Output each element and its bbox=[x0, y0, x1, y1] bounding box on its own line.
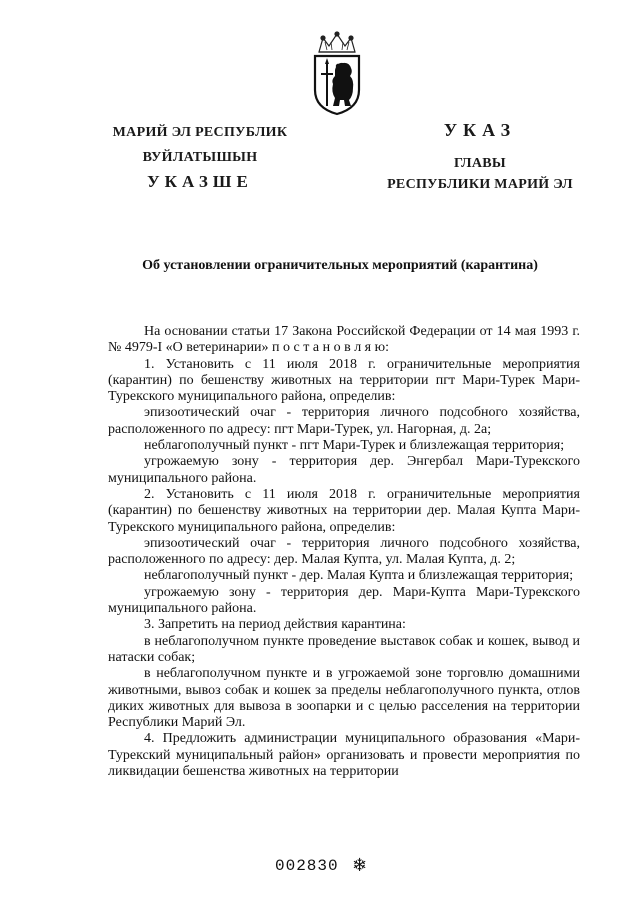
document-title: Об установлении ограничительных мероприятий (карантина) bbox=[142, 258, 538, 273]
header-left-line: ВУЙЛАТЫШЫН bbox=[142, 150, 258, 165]
header-left-title: УКАЗШЕ bbox=[147, 172, 253, 191]
paragraph: 4. Предложить администрации муниципального образования «Мари-Турекский муниципальный район» организовать и провести мероприятия по ликвидации бешенства животных на территории bbox=[108, 731, 580, 780]
paragraph: 2. Установить с 11 июля 2018 г. ограничительные мероприятия (карантин) по бешенству животных на территории дер. Малая Купта Мари-Турекского муниципального района, определив: bbox=[108, 486, 580, 535]
header-right-lines bbox=[360, 153, 600, 195]
mari-el-coat-of-arms-icon bbox=[305, 30, 369, 116]
header-left-line: МАРИЙ ЭЛ РЕСПУБЛИК bbox=[112, 125, 288, 140]
header-right-line: ГЛАВЫ bbox=[454, 156, 506, 171]
paragraph: эпизоотический очаг - территория личного подсобного хозяйства, расположенного по адресу: дер. Малая Купта, ул. Малая Купта, д. 2; bbox=[108, 535, 580, 568]
paragraph: в неблагополучном пункте проведение выставок собак и кошек, вывод и натаски собак; bbox=[108, 633, 580, 665]
header-left-lines bbox=[100, 120, 300, 170]
paragraph: угрожаемую зону - территория дер. Мари-Купта Мари-Турекского муниципального района. bbox=[108, 584, 580, 617]
paragraph: неблагополучный пункт - дер. Малая Купта и близлежащая территория; bbox=[144, 568, 574, 584]
paragraph: 1. Установить с 11 июля 2018 г. ограничительные мероприятия (карантин) по бешенству животных на территории пгт Мари-Турек Мари-Турекского муниципального района, определив: bbox=[108, 356, 580, 405]
paragraph: в неблагополучном пункте и в угрожаемой зоне торговлю домашними животными, вывоз собак и кошек за пределы неблагополучного пункта, отлов диких животных для вывоза в зоопарки и с целью расселения на территории Республики Марий Эл. bbox=[108, 666, 580, 731]
document-body bbox=[108, 324, 580, 780]
paragraph: 3. Запретить на период действия карантина: bbox=[144, 617, 406, 633]
paragraph: эпизоотический очаг - территория личного подсобного хозяйства, расположенного по адресу: пгт Мари-Турек, ул. Нагорная, д. 2а; bbox=[108, 405, 580, 437]
paragraph: На основании статьи 17 Закона Российской Федерации от 14 мая 1993 г. № 4979-I «О ветеринарии» п о с т а н о в л я ю: bbox=[108, 324, 580, 356]
registration-number: 002830 bbox=[275, 857, 339, 875]
header-right-line: РЕСПУБЛИКИ МАРИЙ ЭЛ bbox=[387, 177, 573, 192]
paragraph: угрожаемую зону - территория дер. Энгербал Мари-Турекского муниципального района. bbox=[108, 454, 580, 486]
snowflake-mark-icon: ❄ bbox=[352, 855, 368, 876]
paragraph: неблагополучный пункт - пгт Мари-Турек и близлежащая территория; bbox=[144, 438, 565, 454]
header-right-title: УКАЗ bbox=[443, 120, 517, 140]
